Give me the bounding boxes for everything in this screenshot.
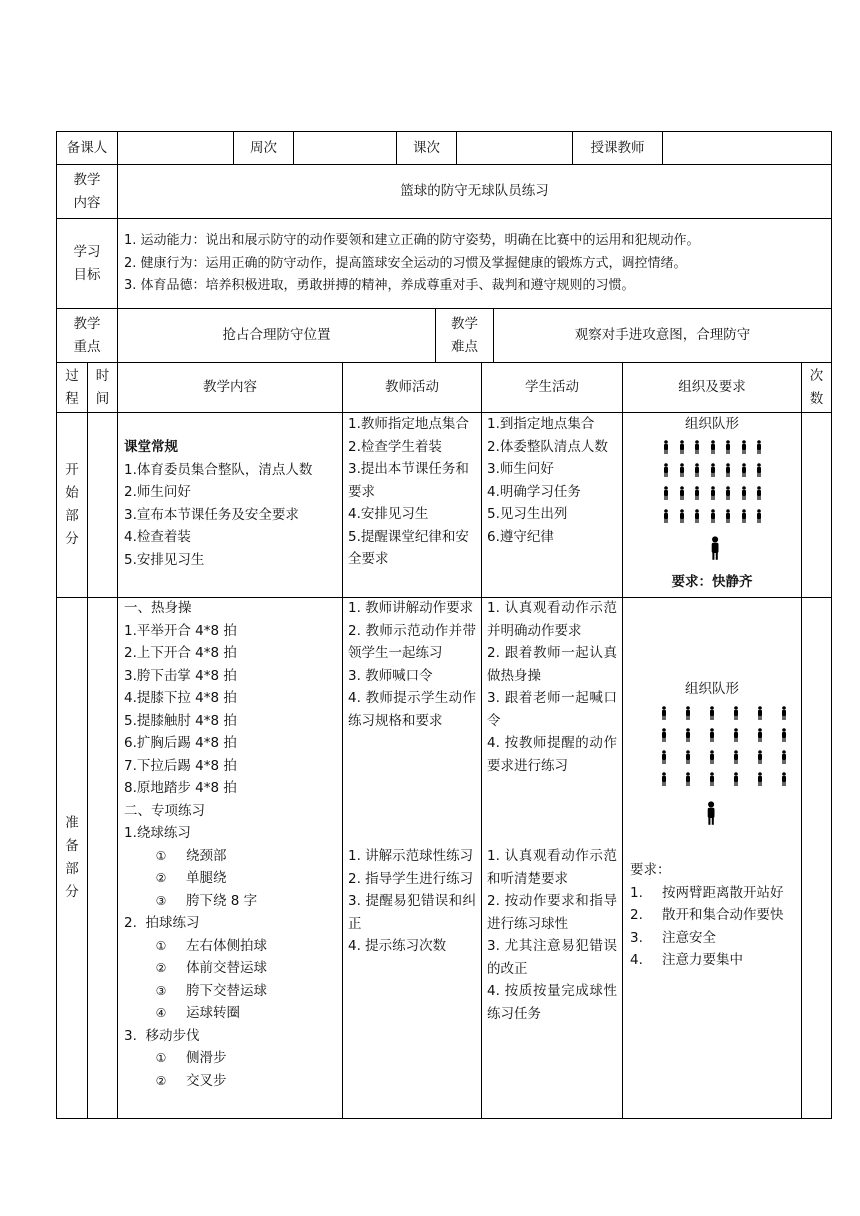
student-icon [694, 462, 700, 481]
objectives-label: 学习 目标 [73, 244, 101, 283]
prep-subitem [124, 935, 340, 958]
prep-content-line: 8.原地踏步 4*8 拍 [124, 780, 237, 796]
prep-requirement-item [630, 927, 798, 950]
difficulty-value: 观察对手进攻意图，合理防守 [574, 327, 751, 344]
prep-content-line: 5.提膝触肘 4*8 拍 [124, 712, 237, 729]
prep-subitem [124, 980, 340, 1003]
student-icon [757, 749, 763, 768]
prep-subitem [124, 957, 340, 980]
requirement-text: 注意安全 [662, 929, 716, 946]
student-icon [725, 485, 731, 504]
teacher-label: 授课教师 [590, 139, 645, 156]
key-points-label: 教学 重点 [73, 316, 101, 355]
week-value[interactable] [294, 132, 396, 164]
start-teacher-activity: 1.教师指定地点集合 2.检查学生着装 3.提出本节课任务和要求 4.安排见习生 5.提醒课堂纪律和安全要求 [348, 416, 469, 567]
col-student: 学生活动 [525, 379, 579, 396]
student-icon [741, 439, 747, 458]
subitem-label: 胯下交替运球 [186, 982, 267, 999]
circled-number: ④ [155, 1006, 167, 1020]
requirement-number: 2. [630, 907, 643, 923]
prep-subitem [124, 1002, 340, 1025]
student-icon [679, 439, 685, 458]
student-icon [733, 771, 739, 790]
student-icon [663, 485, 669, 504]
difficulty-label: 教学 难点 [451, 316, 478, 355]
col-organization: 组织及要求 [678, 379, 746, 396]
preparer-label: 备课人 [66, 139, 108, 156]
start-section-label: 开 始 部 分 [65, 462, 79, 547]
student-icon [709, 705, 715, 724]
prep-content-line: 二、专项练习 [124, 802, 205, 819]
prep-content-line: 4.提膝下拉 4*8 拍 [124, 690, 237, 706]
col-content: 教学内容 [203, 379, 257, 396]
student-icon [710, 485, 716, 504]
lesson-value[interactable] [457, 132, 572, 164]
start-content-item: 2.师生问好 [124, 484, 191, 500]
objective-item: 3. 体育品德：培养积极进取，勇敢拼搏的精神，养成尊重对手、裁判和遵守规则的习惯。 [124, 278, 635, 293]
content-value: 篮球的防守无球队员练习 [400, 183, 549, 200]
student-icon [733, 749, 739, 768]
prep-content-line: 1.平举开合 4*8 拍 [124, 622, 237, 639]
prep-requirements [630, 859, 798, 972]
circled-number: ② [155, 1073, 167, 1088]
start-content-item: 5.安排见习生 [124, 551, 205, 568]
student-icon [685, 749, 691, 768]
start-content-item: 4.检查着装 [124, 529, 191, 545]
prep-content-line: 3.胯下击掌 4*8 拍 [124, 667, 237, 684]
prep-requirement-item [630, 904, 798, 927]
objective-item: 1. 运动能力：说出和展示防守的动作要领和建立正确的防守姿势，明确在比赛中的运用和犯规动作。 [124, 233, 700, 248]
subitem-label: 体前交替运球 [186, 960, 267, 976]
student-icon [756, 462, 762, 481]
student-icon [756, 485, 762, 504]
lesson-label: 课次 [413, 139, 440, 156]
student-icon [757, 771, 763, 790]
student-icon [781, 705, 787, 724]
circled-number: ① [155, 848, 167, 863]
subitem-label: 胯下绕 8 字 [186, 892, 258, 909]
requirement-text: 注意力要集中 [662, 952, 743, 968]
content-label: 教学 内容 [73, 172, 101, 211]
start-content-item: 1.体育委员集合整队，清点人数 [124, 461, 313, 478]
key-points-value: 抢占合理防守位置 [222, 327, 331, 344]
student-icon [757, 727, 763, 746]
requirement-number: 3. [630, 929, 643, 946]
prep-student-activity-2: 1. 认真观看动作示范和听清楚要求 2. 按动作要求和指导进行练习球性 3. 尤其注意易犯错误的改正 4. 按质按量完成球性练习任务 [487, 848, 617, 1022]
student-icon [733, 705, 739, 724]
circled-number: ③ [155, 983, 167, 998]
prep-subitem [124, 1047, 340, 1070]
prep-section-label: 准 备 部 分 [65, 815, 79, 900]
student-icon [685, 727, 691, 746]
prep-content-line: 6.扩胸后踢 4*8 拍 [124, 735, 237, 751]
requirement-text: 散开和集合动作要快 [662, 907, 784, 923]
col-teacher: 教师活动 [385, 379, 439, 396]
subitem-label: 运球转圈 [186, 1005, 240, 1021]
student-icon [694, 508, 700, 527]
teacher-icon [706, 801, 716, 829]
subitem-label: 交叉步 [186, 1072, 227, 1089]
prep-content-line: 2. 拍球练习 [124, 915, 200, 931]
prep-content-line: 3. 移动步伐 [124, 1027, 200, 1044]
objectives-list [124, 230, 829, 302]
student-icon [710, 462, 716, 481]
circled-number: ② [155, 961, 167, 975]
prep-requirement-item [630, 949, 798, 972]
requirement-number: 4. [630, 952, 643, 968]
week-label: 周次 [250, 139, 277, 156]
student-icon [756, 508, 762, 527]
student-icon [757, 705, 763, 724]
prep-content-line: 一、热身操 [124, 600, 192, 616]
circled-number: ① [155, 938, 167, 953]
prep-subitem [124, 867, 340, 890]
circled-number: ② [155, 871, 167, 885]
start-formation-title: 组织队形 [685, 415, 739, 432]
student-icon [756, 439, 762, 458]
subitem-label: 侧滑步 [186, 1050, 227, 1066]
requirement-number: 1. [630, 884, 643, 901]
student-icon [679, 462, 685, 481]
preparer-value[interactable] [118, 132, 233, 164]
prep-teacher-activity-1: 1. 教师讲解动作要求 2. 教师示范动作并带领学生一起练习 3. 教师喊口令 4. 教师提示学生动作练习规格和要求 [348, 600, 476, 729]
student-icon [725, 462, 731, 481]
student-icon [709, 749, 715, 768]
student-icon [685, 705, 691, 724]
student-icon [694, 439, 700, 458]
prep-formation-title: 组织队形 [685, 680, 739, 697]
student-icon [663, 462, 669, 481]
prep-subitem [124, 890, 340, 913]
prep-content-line: 7.下拉后踢 4*8 拍 [124, 757, 237, 774]
student-icon [663, 508, 669, 527]
student-icon [725, 439, 731, 458]
student-icon [679, 508, 685, 527]
student-icon [781, 749, 787, 768]
student-icon [741, 462, 747, 481]
student-icon [709, 727, 715, 746]
student-icon [685, 771, 691, 790]
col-count: 次 数 [809, 368, 824, 407]
student-icon [710, 439, 716, 458]
start-content-item: 3.宣布本节课任务及安全要求 [124, 506, 299, 523]
circled-number: ③ [155, 893, 167, 908]
student-icon [725, 508, 731, 527]
prep-subitem [124, 1070, 340, 1093]
student-icon [663, 439, 669, 458]
subitem-label: 单腿绕 [186, 870, 227, 886]
student-icon [741, 485, 747, 504]
student-icon [661, 771, 667, 790]
student-icon [741, 508, 747, 527]
start-student-activity: 1.到指定地点集合 2.体委整队清点人数 3.师生问好 4.明确学习任务 5.见习生出列 6.遵守纪律 [487, 416, 608, 545]
prep-student-activity-1: 1. 认真观看动作示范并明确动作要求 2. 跟着教师一起认真做热身操 3. 跟着老师一起喊口令 4. 按教师提醒的动作要求进行练习 [487, 600, 617, 774]
teacher-value[interactable] [663, 132, 831, 164]
student-icon [661, 727, 667, 746]
prep-content-line: 2.上下开合 4*8 拍 [124, 645, 237, 661]
teacher-icon [710, 536, 720, 564]
objective-item: 2. 健康行为：运用正确的防守动作，提高篮球安全运动的习惯及掌握健康的锻炼方式，调控情绪。 [124, 255, 687, 271]
student-icon [781, 771, 787, 790]
student-icon [679, 485, 685, 504]
requirement-text: 按两臂距离散开站好 [662, 884, 784, 901]
prep-requirement-item [630, 882, 798, 905]
col-process: 过 程 [65, 368, 79, 407]
subitem-label: 绕颈部 [186, 847, 227, 864]
start-requirement: 要求：快静齐 [671, 573, 753, 590]
subitem-label: 左右体侧拍球 [186, 937, 267, 954]
student-icon [661, 705, 667, 724]
circled-number: ① [155, 1051, 167, 1065]
student-icon [661, 749, 667, 768]
col-time: 时 间 [95, 368, 110, 407]
student-icon [694, 485, 700, 504]
prep-requirement-title: 要求： [630, 862, 671, 878]
start-content [124, 436, 340, 571]
student-icon [733, 727, 739, 746]
student-icon [781, 727, 787, 746]
student-icon [710, 508, 716, 527]
prep-subitem [124, 845, 340, 868]
start-content-title: 课堂常规 [124, 439, 178, 455]
prep-teacher-activity-2: 1. 讲解示范球性练习 2. 指导学生进行练习 3. 提醒易犯错误和纠正 4. 提示练习次数 [348, 848, 476, 954]
student-icon [709, 771, 715, 790]
prep-content-line: 1.绕球练习 [124, 825, 191, 841]
prep-content [124, 597, 340, 1092]
